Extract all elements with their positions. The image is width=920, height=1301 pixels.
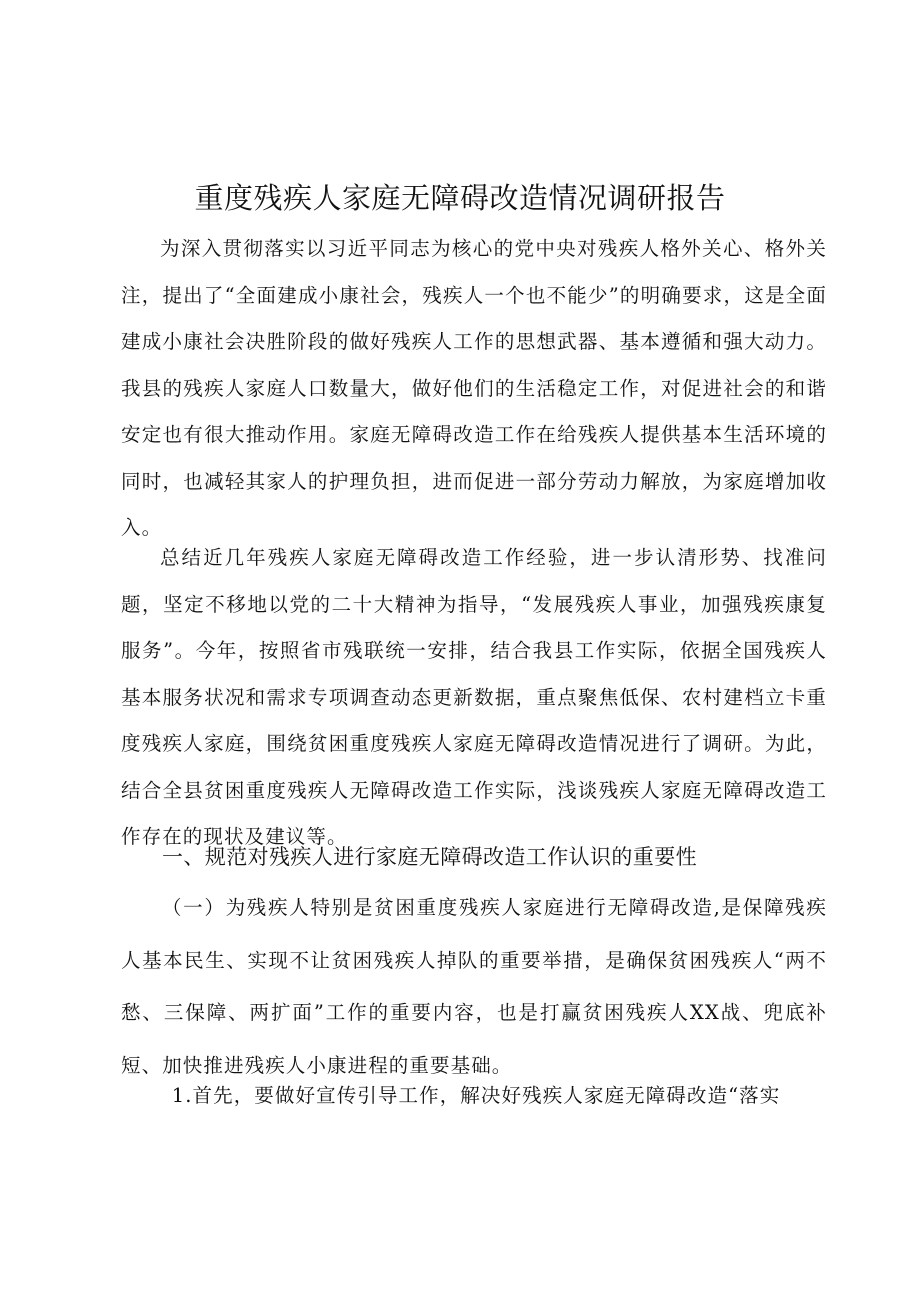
intro-paragraph: 为深入贯彻落实以习近平同志为核心的党中央对残疾人格外关心、格外关注，提出了“全面建成小康社会，残疾人一个也不能少”的明确要求，这是全面建成小康社会决胜阶段的做好残疾人工作的思想武器、基本遵循和强大动力。我县的残疾人家庭人口数量大，做好他们的生活稳定工作，对促进社会的和谐安定也有很大推动作用。家庭无障碍改造工作在给残疾人提供基本生活环境的同时，也减轻其家人的护理负担，进而促进一部分劳动力解放，为家庭增加收入。 bbox=[121, 237, 827, 539]
summary-paragraph: 总结近几年残疾人家庭无障碍改造工作经验，进一步认清形势、找准问题，坚定不移地以党的二十大精神为指导，“发展残疾人事业，加强残疾康复服务”。今年，按照省市残联统一安排，结合我县工作实际，依据全国残疾人基本服务状况和需求专项调查动态更新数据，重点聚焦低保、农村建档立卡重度残疾人家庭，围绕贫困重度残疾人家庭无障碍改造情况进行了调研。为此，结合全县贫困重度残疾人无障碍改造工作实际，浅谈残疾人家庭无障碍改造工作存在的现状及建议等。 bbox=[121, 546, 827, 848]
document-title: 重度残疾人家庭无障碍改造情况调研报告 bbox=[194, 181, 726, 215]
subsection-paragraph-1: （一）为残疾人特别是贫困重度残疾人家庭进行无障碍改造,是保障残疾人基本民生、实现不让贫困残疾人掉队的重要举措，是确保贫困残疾人“两不愁、三保障、两扩面”工作的重要内容，也是打赢贫困残疾人XX战、兜底补短、加快推进残疾人小康进程的重要基础。 bbox=[121, 896, 827, 1077]
numbered-item-1: 1.首先，要做好宣传引导工作，解决好残疾人家庭无障碍改造“落实 bbox=[171, 1084, 781, 1107]
section-heading-1: 一、规范对残疾人进行家庭无障碍改造工作认识的重要性 bbox=[162, 845, 697, 869]
